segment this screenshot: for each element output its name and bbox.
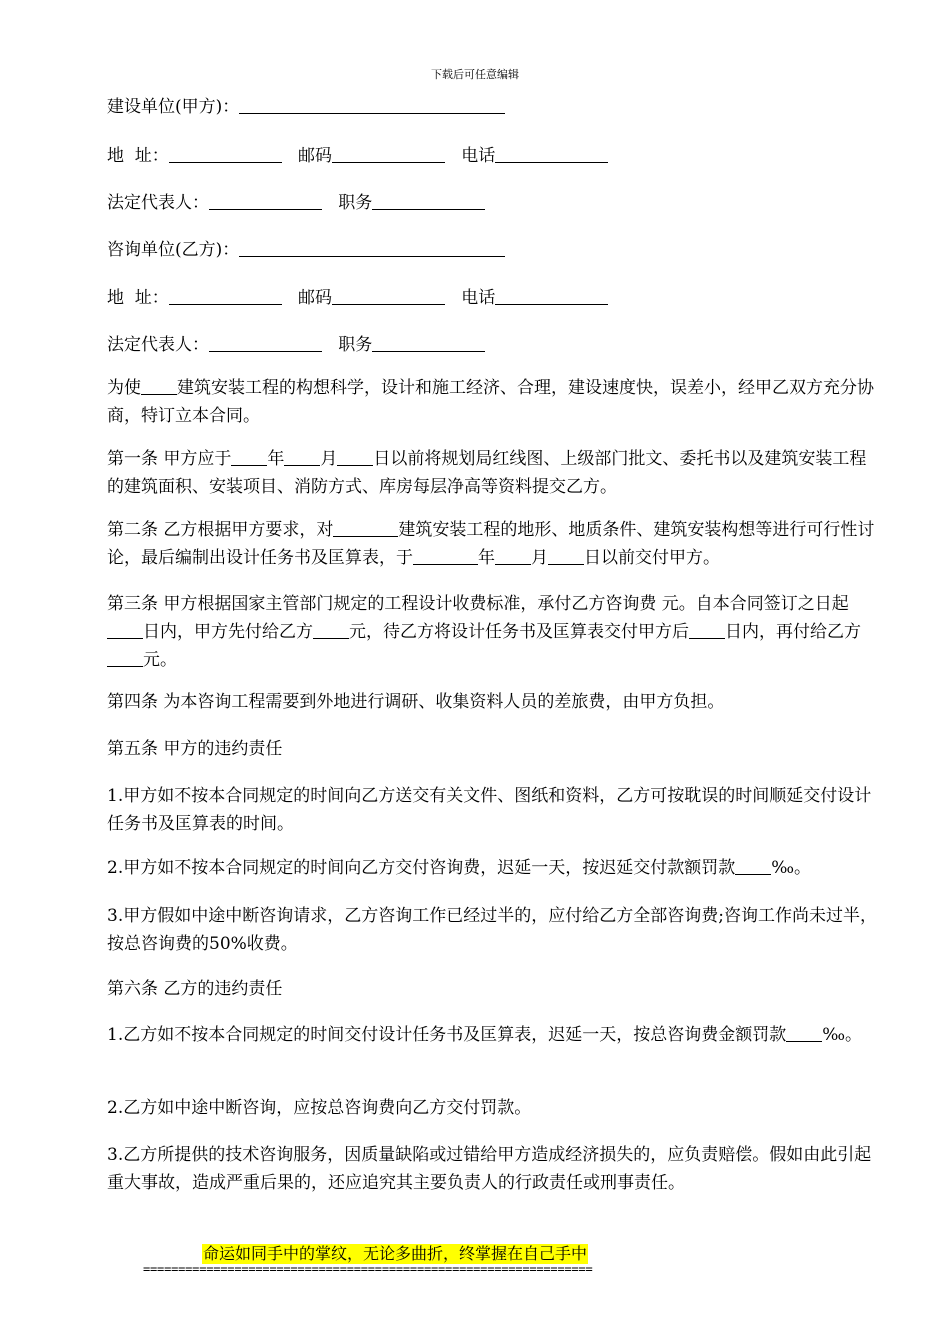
article-1-text-b: 年 [267, 449, 285, 469]
party-b-unit-line [107, 235, 505, 260]
article-5-clause-3: 3.甲方假如中途中断咨询请求，乙方咨询工作已经过半的，应付给乙方全部咨询费;咨询工作尚未过半，按总咨询费的50%收费。 [107, 906, 877, 954]
article-3-text-c: 元，待乙方将设计任务书及匡算表交付甲方后 [349, 622, 689, 642]
article-5-heading: 第五条 甲方的违约责任 [107, 739, 283, 759]
article-1-text-d: 日以前将规划局红线图、上级部门批文、委托书以及建筑安装工程的建筑面积、安装项目、消防方式、库房每层净高等资料提交乙方。 [107, 449, 867, 497]
party-b-address-line [107, 283, 608, 308]
article-6-heading: 第六条 乙方的违约责任 [107, 979, 283, 999]
party-b-title-blank [372, 334, 485, 352]
article-3 [107, 590, 877, 674]
article-5-clause-2-text-b: ‰。 [771, 858, 812, 878]
article-2-text-d: 月 [531, 548, 548, 568]
article-5-penalty-blank [735, 857, 771, 875]
article-5-clause-2 [107, 854, 877, 882]
party-a-unit-line [107, 92, 505, 117]
party-a-address-label: 地 址： [107, 146, 169, 166]
party-a-title-label: 职务 [338, 193, 373, 213]
article-1-text-a: 第一条 甲方应于 [107, 449, 232, 469]
article-2-project-blank [333, 519, 398, 537]
article-2-year-blank [413, 547, 478, 565]
article-6-clause-1-text-b: ‰。 [822, 1025, 863, 1045]
party-a-rep-blank [209, 192, 322, 210]
party-a-unit-label: 建设单位(甲方)： [107, 97, 240, 117]
party-a-rep-line [107, 188, 485, 213]
article-1-year-blank [231, 448, 267, 466]
party-a-unit-blank [239, 96, 505, 114]
party-b-rep-line [107, 330, 485, 355]
party-b-address-blank [169, 287, 282, 305]
party-b-unit-blank [239, 239, 505, 257]
article-6-clause-2: 2.乙方如中途中断咨询，应按总咨询费向乙方交付罚款。 [107, 1098, 532, 1118]
article-3-first-payment-blank [313, 621, 349, 639]
party-b-phone-label: 电话 [461, 288, 496, 308]
footer-motto: 命运如同手中的掌纹，无论多曲折，终掌握在自己手中 [203, 1244, 588, 1263]
party-b-address-label: 地 址： [107, 288, 169, 308]
party-b-unit-label: 咨询单位(乙方)： [107, 240, 240, 260]
article-6-clause-1 [107, 1021, 877, 1049]
article-2-text-c: 年 [478, 548, 495, 568]
party-a-address-line [107, 141, 608, 166]
party-a-title-blank [372, 192, 485, 210]
article-2-day-blank [548, 547, 584, 565]
party-b-title-label: 职务 [338, 335, 373, 355]
article-6-clause-1-text-a: 1.乙方如不按本合同规定的时间交付设计任务书及匡算表，迟延一天，按总咨询费金额罚款 [107, 1025, 787, 1045]
page-header-note: 下载后可任意编辑 [431, 68, 519, 81]
article-2-text-b: 建筑安装工程的地形、地质条件、建筑安装构想等进行可行性讨论，最后编制出设计任务书及匡算表，于 [107, 520, 875, 568]
intro-text-a: 为使 [107, 378, 141, 398]
party-b-phone-blank [495, 287, 608, 305]
article-2-text-a: 第二条 乙方根据甲方要求，对 [107, 520, 334, 540]
article-5-clause-1: 1.甲方如不按本合同规定的时间向乙方送交有关文件、图纸和资料，乙方可按耽误的时间顺延交付设计任务书及匡算表的时间。 [107, 786, 872, 834]
party-b-zip-label: 邮码 [298, 288, 333, 308]
party-a-rep-label: 法定代表人： [107, 193, 209, 213]
article-4: 第四条 为本咨询工程需要到外地进行调研、收集资料人员的差旅费，由甲方负担。 [107, 692, 725, 712]
article-1-month-blank [284, 448, 320, 466]
party-a-zip-label: 邮码 [298, 146, 333, 166]
article-3-days-after-blank [689, 621, 725, 639]
article-2-month-blank [495, 547, 531, 565]
article-3-text-d: 日内，再付给乙方 [725, 622, 861, 642]
article-3-text-a: 第三条 甲方根据国家主管部门规定的工程设计收费标准，承付乙方咨询费 元。自本合同签订之日起 [107, 594, 849, 614]
article-1-text-c: 月 [320, 449, 338, 469]
article-5-clause-2-text-a: 2.甲方如不按本合同规定的时间向乙方交付咨询费，迟延一天，按迟延交付款额罚款 [107, 858, 736, 878]
article-6-clause-3: 3.乙方所提供的技术咨询服务，因质量缺陷或过错给甲方造成经济损失的，应负责赔偿。假如由此引起重大事故，造成严重后果的，还应追究其主要负责人的行政责任或刑事责任。 [107, 1145, 872, 1193]
project-name-blank [141, 377, 177, 395]
party-a-phone-label: 电话 [461, 146, 496, 166]
article-2 [107, 516, 877, 572]
article-1 [107, 445, 877, 501]
party-b-zip-blank [332, 287, 445, 305]
footer-rule: ================================================================ [143, 1262, 593, 1276]
party-a-address-blank [169, 145, 282, 163]
party-a-phone-blank [495, 145, 608, 163]
intro-text-b: 建筑安装工程的构想科学，设计和施工经济、合理，建设速度快，误差小，经甲乙双方充分协商，特订立本合同。 [107, 378, 874, 426]
article-2-text-e: 日以前交付甲方。 [584, 548, 720, 568]
party-a-zip-blank [332, 145, 445, 163]
article-3-text-e: 元。 [143, 650, 177, 670]
intro-paragraph [107, 374, 877, 430]
article-3-days-blank [107, 621, 143, 639]
party-b-rep-label: 法定代表人： [107, 335, 209, 355]
article-1-day-blank [337, 448, 373, 466]
article-3-second-payment-blank [107, 649, 143, 667]
party-b-rep-blank [209, 334, 322, 352]
article-3-text-b: 日内，甲方先付给乙方 [143, 622, 313, 642]
article-6-penalty-blank [786, 1024, 822, 1042]
